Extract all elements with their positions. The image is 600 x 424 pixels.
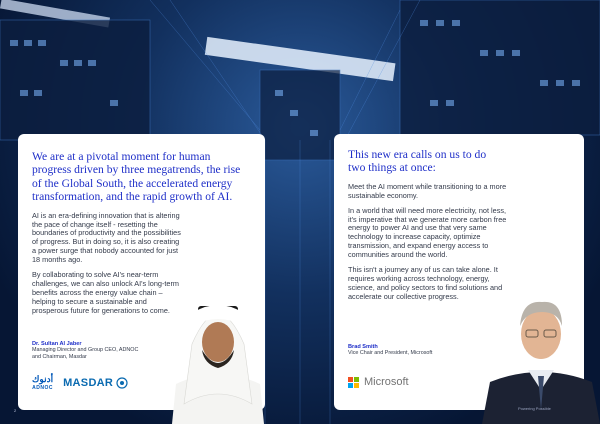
microsoft-logo bbox=[348, 376, 409, 388]
microsoft-logo-text: Microsoft bbox=[364, 376, 409, 388]
adnoc-logo bbox=[32, 374, 53, 391]
right-paragraph-2: In a world that will need more electricity, not less, it's imperative that we generate more carbon free energy to power AI and use that very same technology to increase capacity, optimize transmission, and expand energy access to communities around the world. bbox=[348, 205, 507, 260]
right-paragraph-1: Meet the AI moment while transitioning to a more sustainable economy. bbox=[348, 181, 507, 200]
statement-card-adnoc bbox=[18, 134, 265, 410]
masdar-flower-icon bbox=[116, 377, 128, 389]
right-headline: This new era calls on us to do two things at once: bbox=[348, 148, 487, 175]
partner-logos bbox=[32, 374, 128, 391]
masdar-logo bbox=[63, 377, 128, 389]
right-signature-name: Brad Smith bbox=[348, 344, 378, 350]
masdar-logo-text: MASDAR bbox=[63, 376, 114, 389]
portrait-sultan-al-jaber bbox=[162, 284, 274, 424]
microsoft-squares-icon bbox=[348, 377, 359, 388]
left-headline: We are at a pivotal moment for human progress driven by three megatrends, the rise of the Global South, the accelerated energy transformation, and the rapid growth of AI. bbox=[32, 150, 241, 204]
adnoc-logo-arabic: أدنوك bbox=[32, 374, 54, 384]
footer-tagline: Powering Possible bbox=[518, 406, 551, 411]
page-number: 2 bbox=[14, 408, 17, 413]
left-signature-name: Dr. Sultan Al Jaber bbox=[32, 341, 82, 347]
left-paragraph-1: AI is an era-defining innovation that is altering the pace of change itself - resetting the boundaries of productivity and the possibilities of progress. But in doing so, it is also creating a power surge that nobody accounted for just 18 months ago. bbox=[32, 210, 181, 265]
right-paragraph-3: This isn't a journey any of us can take alone. It requires working across technology, energy, science, and policy sectors to find solutions and accelerate our collective progress. bbox=[348, 265, 503, 301]
left-paragraph-2: By collaborating to solve AI's near-term challenges, we can also unlock AI's long-term benefits across the energy value chain – helping to secure a sustainable and prosperous future for generations to come. bbox=[32, 270, 180, 315]
left-signature-role-1: Managing Director and Group CEO, ADNOC bbox=[32, 347, 139, 353]
portrait-brad-smith bbox=[482, 286, 600, 424]
right-signature-role: Vice Chair and President, Microsoft bbox=[348, 350, 433, 356]
left-signature-role-2: and Chairman, Masdar bbox=[32, 354, 87, 360]
adnoc-logo-text: ADNOC bbox=[32, 385, 53, 391]
